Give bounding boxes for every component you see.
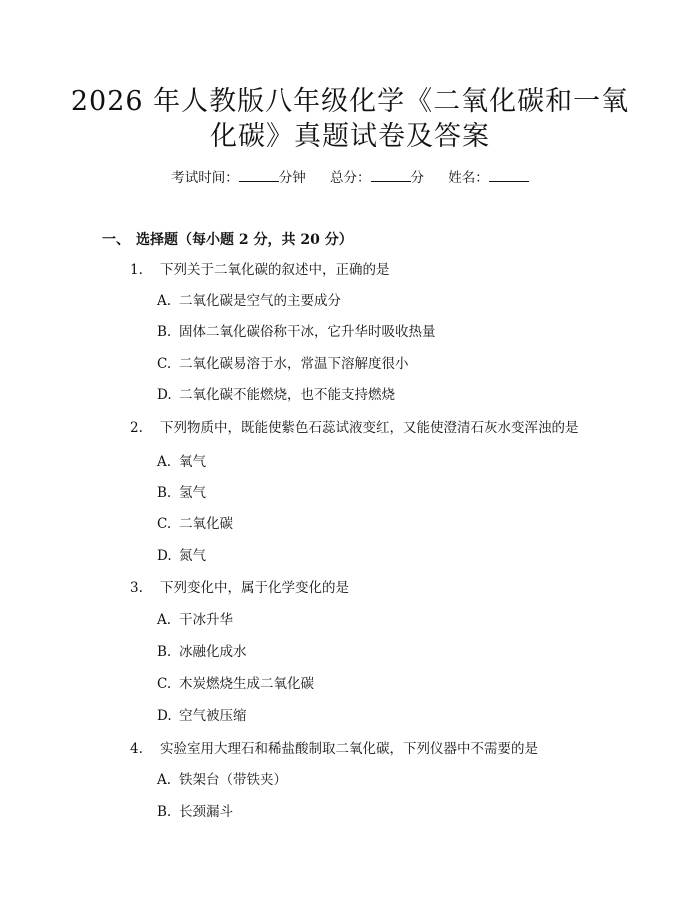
option-2b	[157, 483, 206, 503]
section-heading	[102, 230, 353, 250]
option-text: 长颈漏斗	[179, 804, 233, 820]
option-letter: B.	[157, 485, 172, 501]
option-1d	[157, 385, 395, 405]
option-2d	[157, 546, 206, 566]
question-text: 下列关于二氧化碳的叙述中，正确的是	[160, 262, 390, 278]
option-4a	[157, 770, 287, 790]
exam-time-field	[171, 169, 306, 187]
question-number: 2.	[130, 420, 143, 436]
option-4b	[157, 802, 233, 822]
question-4	[130, 739, 538, 759]
option-letter: D.	[157, 548, 172, 564]
option-3a	[157, 610, 233, 630]
option-text: 干冰升华	[179, 612, 233, 628]
section-title: 选择题（每小题 2 分，共 20 分）	[136, 232, 353, 248]
option-3c	[157, 674, 314, 694]
option-text: 二氧化碳易溶于水，常温下溶解度很小	[179, 356, 409, 372]
option-letter: B.	[157, 324, 172, 340]
option-text: 二氧化碳	[179, 516, 233, 532]
option-letter: D.	[157, 387, 172, 403]
exam-time-label: 考试时间：	[171, 170, 239, 186]
question-text: 下列物质中，既能使紫色石蕊试液变红，又能使澄清石灰水变浑浊的是	[160, 420, 579, 436]
option-letter: B.	[157, 644, 172, 660]
option-text: 氧气	[179, 454, 206, 470]
option-text: 二氧化碳不能燃烧，也不能支持燃烧	[179, 387, 395, 403]
option-letter: A.	[157, 612, 172, 628]
option-text: 空气被压缩	[179, 708, 247, 724]
student-name-label: 姓名：	[448, 170, 489, 186]
option-letter: C.	[157, 676, 172, 692]
page-title-line-1: 2026 年人教版八年级化学《二氧化碳和一氧	[70, 86, 630, 117]
option-letter: A.	[157, 772, 172, 788]
question-1	[130, 260, 390, 280]
option-1c	[157, 354, 409, 374]
total-score-field	[330, 169, 424, 187]
student-name-blank	[489, 169, 529, 182]
option-3b	[157, 642, 247, 662]
option-text: 固体二氧化碳俗称干冰，它升华时吸收热量	[179, 324, 436, 340]
question-number: 1.	[130, 262, 143, 278]
option-text: 冰融化成水	[179, 644, 247, 660]
question-text: 下列变化中，属于化学变化的是	[160, 580, 349, 596]
option-1b	[157, 322, 436, 342]
option-2a	[157, 452, 206, 472]
option-letter: C.	[157, 516, 172, 532]
exam-info	[0, 169, 700, 187]
option-letter: A.	[157, 293, 172, 309]
question-text: 实验室用大理石和稀盐酸制取二氧化碳，下列仪器中不需要的是	[160, 741, 538, 757]
page-title-line-2: 化碳》真题试卷及答案	[210, 121, 490, 152]
question-3	[130, 578, 349, 598]
option-2c	[157, 514, 233, 534]
option-letter: A.	[157, 454, 172, 470]
question-number: 3.	[130, 580, 143, 596]
option-text: 二氧化碳是空气的主要成分	[179, 293, 341, 309]
total-score-label: 总分：	[330, 170, 371, 186]
option-text: 氮气	[179, 548, 206, 564]
option-text: 铁架台（带铁夹）	[179, 772, 287, 788]
question-2	[130, 418, 579, 438]
exam-time-blank	[239, 169, 279, 182]
total-score-unit: 分	[410, 170, 424, 186]
exam-time-unit: 分钟	[278, 170, 306, 186]
option-3d	[157, 706, 247, 726]
option-1a	[157, 291, 341, 311]
option-text: 氢气	[179, 485, 206, 501]
student-name-field	[448, 169, 529, 187]
option-letter: C.	[157, 356, 172, 372]
total-score-blank	[371, 169, 411, 182]
option-letter: B.	[157, 804, 172, 820]
option-text: 木炭燃烧生成二氧化碳	[179, 676, 314, 692]
section-number: 一、	[102, 232, 130, 248]
question-number: 4.	[130, 741, 143, 757]
option-letter: D.	[157, 708, 172, 724]
